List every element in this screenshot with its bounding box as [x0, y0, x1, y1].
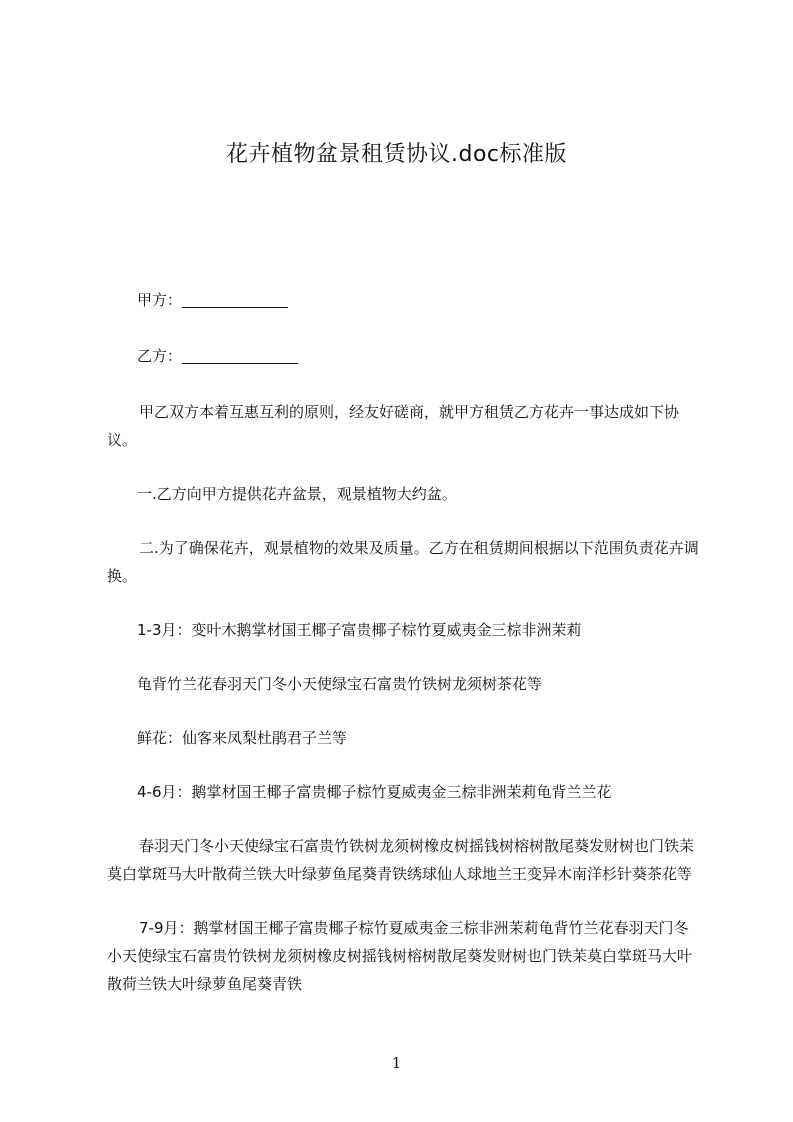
- months-1-3-continued: 龟背竹兰花春羽天门冬小天使绿宝石富贵竹铁树龙须树茶花等: [137, 675, 543, 693]
- party-b-label: 乙方：: [137, 347, 183, 365]
- clause-2: 二.为了确保花卉，观景植物的效果及质量。乙方在租赁期间根据以下范围负责花卉调换。: [107, 539, 699, 585]
- intro-paragraph: 甲乙双方本着互惠互利的原则，经友好磋商，就甲方租赁乙方花卉一事达成如下协议。: [107, 403, 680, 449]
- document-title: 花卉植物盆景租赁协议.doc标准版: [225, 142, 567, 167]
- fresh-flowers: 鲜花：仙客来凤梨杜鹃君子兰等: [137, 729, 348, 747]
- party-b-blank: [182, 345, 298, 364]
- party-b-line: [107, 342, 703, 370]
- clause-1: 一.乙方向甲方提供花卉盆景，观景植物大约盆。: [137, 485, 457, 503]
- months-4-6: 4-6月：鹅掌材国王椰子富贵椰子棕竹夏威夷金三棕非洲茉莉龟背兰兰花: [137, 783, 612, 801]
- page-number: 1: [391, 1054, 402, 1072]
- party-a-blank: [182, 289, 288, 308]
- document-body: [107, 286, 703, 1024]
- months-7-9: 7-9月：鹅掌材国王椰子富贵椰子棕竹夏威夷金三棕非洲茉莉龟背竹兰花春羽天门冬小天使绿宝石富贵竹铁树龙须树橡皮树摇钱树榕树散尾葵发财树也门铁苿莫白掌斑马大叶散荷兰铁大叶绿萝鱼尾葵青铁: [107, 919, 693, 993]
- party-a-label: 甲方：: [137, 291, 183, 309]
- months-4-6-continued: 春羽天门冬小天使绿宝石富贵竹铁树龙须树橡皮树摇钱树榕树散尾葵发财树也门铁苿莫白掌斑马大叶散荷兰铁大叶绿萝鱼尾葵青铁绣球仙人球地兰王变异木南洋杉针葵茶花等: [107, 837, 695, 883]
- months-1-3: 1-3月：变叶木鹅掌材国王椰子富贵椰子棕竹夏威夷金三棕非洲茉莉: [137, 621, 582, 639]
- party-a-line: [107, 286, 703, 314]
